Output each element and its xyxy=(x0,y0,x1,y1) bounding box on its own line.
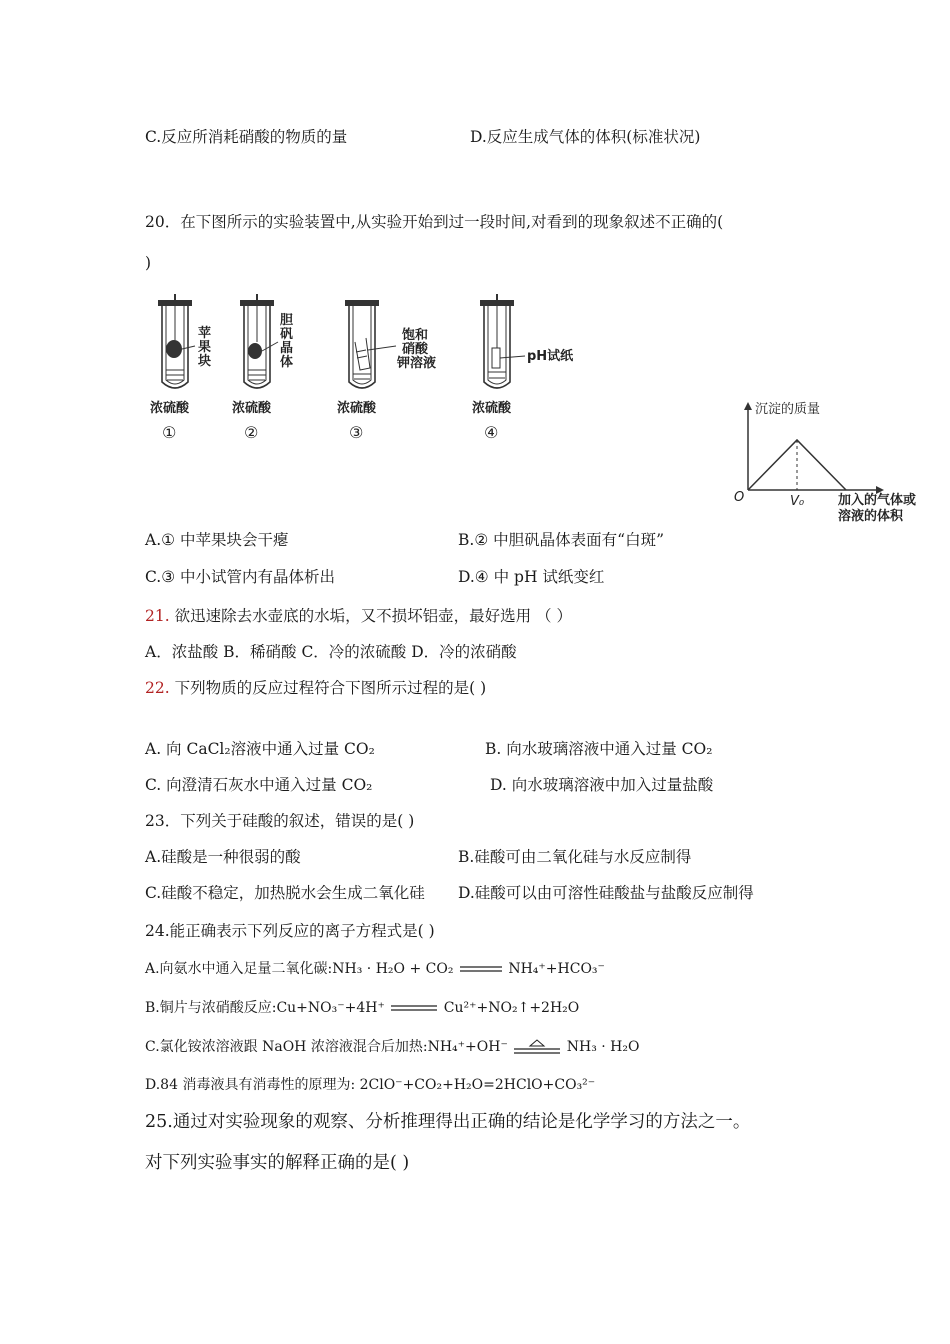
q24-option-b: B.铜片与浓硝酸反应:Cu+NO₃⁻+4H⁺ Cu²⁺+NO₂↑+2H₂O xyxy=(145,1000,580,1016)
svg-text:饱和: 饱和 xyxy=(402,328,429,343)
svg-text:胆: 胆 xyxy=(280,313,294,328)
q23-option-c: C.硅酸不稳定，加热脱水会生成二氧化硅 xyxy=(145,884,425,902)
q25-line-1: 25.通过对实验现象的观察、分析推理得出正确的结论是化学学习的方法之一。 xyxy=(145,1112,751,1132)
tube-2-number: ② xyxy=(244,423,259,442)
q25-line-2: 对下列实验事实的解释正确的是( ) xyxy=(145,1153,410,1173)
q20-stem: 20．在下图所示的实验装置中,从实验开始到过一段时间,对看到的现象叙述不正确的( xyxy=(145,213,724,231)
q23-option-a: A.硅酸是一种很弱的酸 xyxy=(145,848,301,866)
q22-option-d: D. 向水玻璃溶液中加入过量盐酸 xyxy=(490,776,714,794)
svg-text:晶: 晶 xyxy=(280,341,294,356)
q20-option-c: C.③ 中小试管内有晶体析出 xyxy=(145,568,336,586)
q22-stem: 下列物质的反应过程符合下图所示过程的是( ) xyxy=(174,679,487,697)
graph-origin: O xyxy=(734,490,745,505)
svg-text:钾溶液: 钾溶液 xyxy=(397,356,437,371)
q23-option-d: D.硅酸可以由可溶性硅酸盐与盐酸反应制得 xyxy=(458,884,754,902)
tube-4 xyxy=(472,294,574,442)
tube-3-number: ③ xyxy=(349,423,364,442)
svg-text:果: 果 xyxy=(198,340,212,355)
graph-v0: V₀ xyxy=(790,494,805,509)
q20-option-d: D.④ 中 pH 试纸变红 xyxy=(458,568,605,586)
svg-text:块: 块 xyxy=(198,354,212,369)
tube-1-bottom-label: 浓硫酸 xyxy=(150,401,190,416)
double-line-sign xyxy=(389,1003,439,1013)
q22-number: 22. xyxy=(145,679,170,697)
q21-stem: 欲迅速除去水壶底的水垢，又不损坏铝壶，最好选用 （ ） xyxy=(174,607,572,625)
graph-ylabel: 沉淀的质量 xyxy=(755,402,821,417)
tube-1-label-1: 苹 xyxy=(198,326,212,341)
precipitate-graph xyxy=(730,398,945,528)
q23-stem: 23．下列关于硅酸的叙述，错误的是( ) xyxy=(145,812,415,830)
tube-4-number: ④ xyxy=(484,423,499,442)
q19-option-d: D.反应生成气体的体积(标准状况) xyxy=(470,128,701,146)
q24-option-d: D.84 消毒液具有消毒性的原理为: 2ClO⁻+CO₂+H₂O=2HClO+CO₃²⁻ xyxy=(145,1077,596,1093)
tube-4-label: pH试纸 xyxy=(527,349,574,364)
q22-stem-line xyxy=(145,678,486,698)
q21-number: 21. xyxy=(145,607,170,625)
tube-4-bottom-label: 浓硫酸 xyxy=(472,401,512,416)
tube-2-bottom-label: 浓硫酸 xyxy=(232,401,272,416)
tube-3-bottom-label: 浓硫酸 xyxy=(337,401,377,416)
q24-stem: 24.能正确表示下列反应的离子方程式是( ) xyxy=(145,922,435,940)
tube-1-number: ① xyxy=(162,423,177,442)
heat-double-line-sign xyxy=(512,1039,562,1055)
tube-1 xyxy=(150,294,211,442)
tube-3 xyxy=(337,300,436,442)
q23-option-b: B.硅酸可由二氧化硅与水反应制得 xyxy=(458,848,692,866)
q20-option-b: B.② 中胆矾晶体表面有“白斑” xyxy=(458,531,664,549)
double-line-sign xyxy=(458,964,504,974)
q19-option-c: C.反应所消耗硝酸的物质的量 xyxy=(145,128,348,146)
q21-stem-line xyxy=(145,606,572,626)
graph-xlabel-2: 溶液的体积 xyxy=(838,509,904,524)
q24-option-c: C.氯化铵浓溶液跟 NaOH 浓溶液混合后加热:NH₄⁺+OH⁻ NH₃ · H₂O xyxy=(145,1039,640,1055)
tube-2 xyxy=(232,294,294,442)
q20-stem-end: ) xyxy=(145,254,152,272)
q20-apparatus-figure xyxy=(140,290,600,445)
q21-options: A．浓盐酸 B．稀硝酸 C．冷的浓硫酸 D．冷的浓硝酸 xyxy=(145,643,517,661)
q20-option-a: A.① 中苹果块会干瘪 xyxy=(145,531,289,549)
graph-xlabel-1: 加入的气体或 xyxy=(838,493,917,508)
q24-option-a: A.向氨水中通入足量二氧化碳:NH₃ · H₂O + CO₂ NH₄⁺+HCO₃⁻ xyxy=(145,961,605,977)
q22-option-c: C. 向澄清石灰水中通入过量 CO₂ xyxy=(145,776,373,794)
svg-text:硝酸: 硝酸 xyxy=(402,342,429,357)
svg-text:体: 体 xyxy=(280,355,294,370)
svg-text:矾: 矾 xyxy=(280,327,294,342)
q22-option-a: A. 向 CaCl₂溶液中通入过量 CO₂ xyxy=(145,740,375,758)
q22-option-b: B. 向水玻璃溶液中通入过量 CO₂ xyxy=(485,740,713,758)
